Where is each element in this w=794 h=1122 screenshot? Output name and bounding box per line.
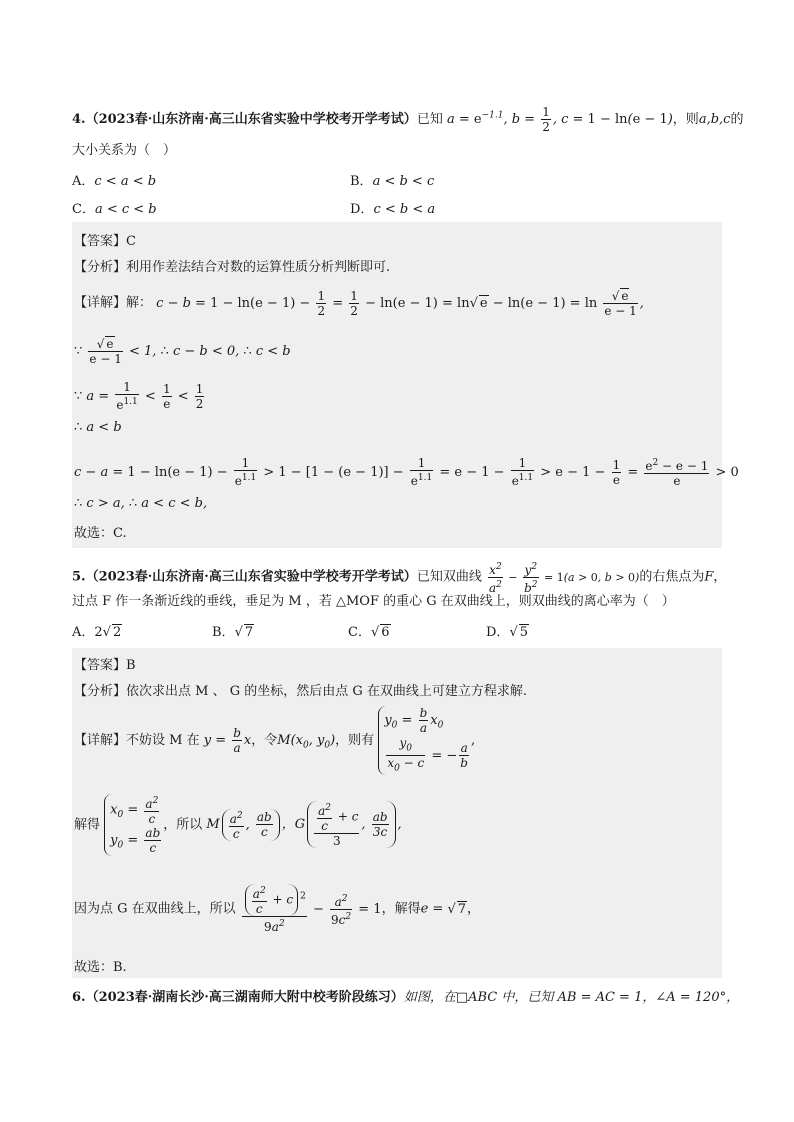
q4-solution [72,222,739,548]
q6-text: 如图，在□ABC 中，已知 AB = AC = 1，∠A = 120°， [403,990,740,1005]
q4-answer: 【答案】C [74,234,136,249]
q5-detail-3: 因为点 G 在双曲线上，所以 $\frac{a^2}{c}$ + c $^2$ $9a^2$ − $\frac{a^2}{9c^2}$ = 1，解得e = √ 7， [74,886,481,934]
q4-detail-2: ∵ $\frac{√ e}{e - 1}$ < 1, ∴ c − b < 0, ∴ c < b [74,337,291,366]
q4-detail-3: ∵ a = $\frac{1}{e^{1.1}}$ < $\frac{1}{e}$ < $\frac{1}{2}$ [74,380,204,412]
q5-line2: 过点 F 作一条渐近线的垂线，垂足为 M ，若 △MOF 的重心 G 在双曲线上，则双曲线的离心率为（ ） [72,594,675,609]
q4-detail-1: 【详解】解： c − b = 1 − ln(e − 1) − $\frac{1}{2}$ = $\frac{1}{2}$ − ln(e − 1) = ln√ e − ln(e − 1) = ln $\frac{√ e}{e - 1}$ , [74,288,644,318]
q4-detail-6: ∴ c > a, ∴ a < c < b, [74,496,208,511]
q4-analysis: 【分析】利用作差法结合对数的运算性质分析判断即可. [74,260,391,275]
q4-option-d[interactable]: D．c < b < a [350,202,436,217]
q4-detail-4: ∴ a < b [74,420,122,435]
q6-number: 6. [72,990,86,1005]
q4-line2: 大小关系为（ ） [72,143,177,158]
q5-stem: 5.（2023春·山东济南·高三山东省实验中学校考开学考试）已知双曲线 $\frac{x^2}{a^2}$ − $\frac{y^2}{b^2}$ = 1(a > 0, b > 0)的右焦点为F， [72,562,727,595]
q4-de: 的 [730,112,744,127]
q5-option-b[interactable]: B．√ 7 [212,625,254,640]
q5-option-c[interactable]: C．√ 6 [348,625,390,640]
q5-hyperbola-formula: $\frac{x^2}{a^2}$ − $\frac{y^2}{b^2}$ = 1(a > 0, b > 0) [488,562,640,595]
q4-source: （2023春·山东济南·高三山东省实验中学校考开学考试） [85,112,417,127]
q5-option-a[interactable]: A．2√ 2 [72,625,122,640]
q4-option-b[interactable]: B．a < b < c [350,174,435,189]
q4-end: 故选：C. [74,526,127,541]
q5-lead: 已知双曲线 [416,569,482,585]
q5-F: F [704,569,714,585]
q4-number: 4. [72,112,86,127]
q5-detail-2: 解得 $x_0$ = $\frac{a^2}{c}$ $y_0$ = $\frac{ab}{c}$ ，所以 M $\frac{a^2}{c}$ , $\frac{ab}{c}$ ，G $\frac{a^2}{c}$ + c 3 , $\frac{ab}{3c}$ , [74,796,402,855]
q5-number: 5. [72,569,86,585]
q5-stem-mid: 的右焦点为 [639,569,705,585]
q4-given-formula: $a = e^{-1.1}$, b = $\frac{1}{2}$ , c = 1 − ln(e − 1) [446,105,673,134]
q5-option-d[interactable]: D．√ 5 [486,625,529,640]
q4-stem-end: ，则 [672,112,699,127]
q5-end: 故选：B. [74,960,127,975]
q4-stem [72,105,744,134]
q5-detail-1: 【详解】不妨设 M 在 y = $\frac{b}{a}$ x，令$M(x_0$, $y_0$)，则有 $y_0$ = $\frac{b}{a}$ $x_0$ $\frac{y_0}{x_0 - c}$ = − $\frac{a}{b}$ , [74,706,476,774]
q6-stem [72,988,740,1008]
q6-source: （2023春·湖南长沙·高三湖南师大附中校考阶段练习） [85,990,404,1005]
q4-detail-5: c − a = 1 − ln(e − 1) − $\frac{1}{e^{1.1}}$ > 1 − [1 − (e − 1)] − $\frac{1}{e^{1.1}}$ = e − 1 − $\frac{1}{e^{1.1}}$ > e − 1 − $\frac{1}{e}$ = $\frac{e^2 - e - 1}{e}$ > 0 [74,456,739,488]
q4-option-a[interactable]: A．c < a < b [72,174,157,189]
q5-answer: 【答案】B [74,658,136,673]
q4-vars: a,b,c [698,112,731,127]
q5-solution [72,648,722,978]
q5-source: （2023春·山东济南·高三山东省实验中学校考开学考试） [85,569,417,585]
q4-lead: 已知 [416,112,443,127]
q4-option-c[interactable]: C．a < c < b [72,202,157,217]
q5-analysis: 【分析】依次求出点 M 、 G 的坐标，然后由点 G 在双曲线上可建立方程求解. [74,684,528,699]
